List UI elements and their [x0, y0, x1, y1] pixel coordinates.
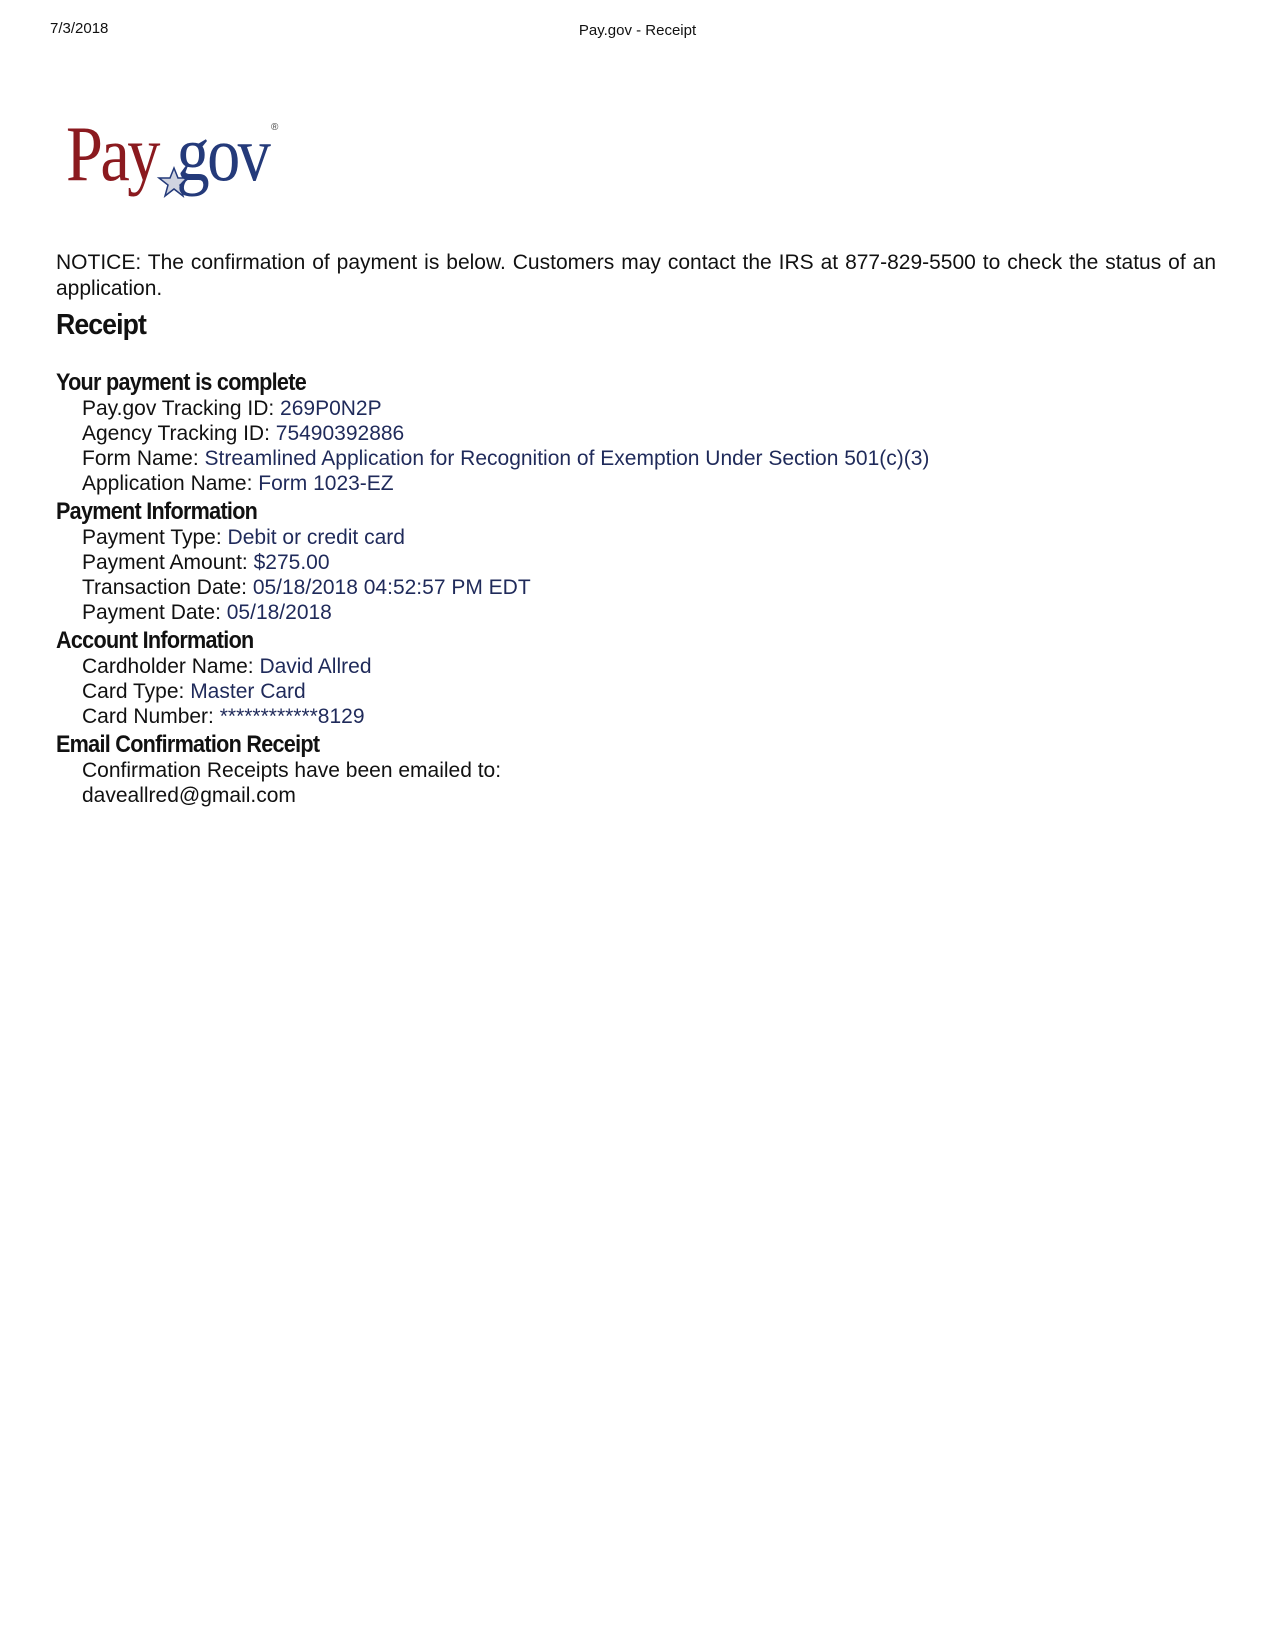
print-date: 7/3/2018: [50, 20, 109, 37]
section-title-email-confirmation: Email Confirmation Receipt: [56, 731, 320, 758]
payment-amount-value: $275.00: [253, 551, 330, 574]
cardholder-name-row: Cardholder Name: David Allred: [82, 655, 372, 678]
payment-type-value: Debit or credit card: [227, 526, 405, 549]
email-address: daveallred@gmail.com: [82, 784, 296, 807]
payment-information-details: [56, 525, 1216, 625]
email-confirmation-text: Confirmation Receipts have been emailed to:: [82, 759, 502, 782]
tracking-id-value: 269P0N2P: [280, 397, 382, 420]
payment-amount-row: Payment Amount: $275.00: [82, 551, 330, 574]
notice-text: NOTICE: The confirmation of payment is below. Customers may contact the IRS at 877-829-5500 to check the status of an application.: [56, 251, 1216, 300]
card-type-value: Master Card: [190, 680, 306, 703]
paygov-logo: [66, 108, 296, 213]
section-title-payment-complete: Your payment is complete: [56, 369, 306, 396]
print-header: [0, 20, 1275, 44]
receipt-content: [56, 250, 1216, 810]
account-information-details: [56, 654, 1216, 729]
payment-date-row: Payment Date: 05/18/2018: [82, 601, 332, 624]
logo-pay-text: Pay: [66, 111, 158, 198]
section-title-account-information: Account Information: [56, 627, 254, 654]
card-number-value: ************8129: [219, 705, 365, 728]
transaction-date-row: Transaction Date: 05/18/2018 04:52:57 PM EDT: [82, 576, 531, 599]
payment-complete-details: [56, 396, 1216, 496]
application-name-row: Application Name: Form 1023-EZ: [82, 472, 394, 495]
payment-type-row: Payment Type: Debit or credit card: [82, 526, 405, 549]
card-type-row: Card Type: Master Card: [82, 680, 306, 703]
form-name-row: Form Name: Streamlined Application for Recognition of Exemption Under Section 501(c)(3): [82, 447, 930, 470]
logo-gov-text: gov: [176, 111, 269, 198]
payment-date-value: 05/18/2018: [226, 601, 332, 624]
cardholder-name-value: David Allred: [259, 655, 372, 678]
application-name-value: Form 1023-EZ: [258, 472, 394, 495]
agency-id-row: Agency Tracking ID: 75490392886: [82, 422, 405, 445]
card-number-row: Card Number: ************8129: [82, 705, 365, 728]
print-page-title: Pay.gov - Receipt: [578, 22, 697, 39]
transaction-date-value: 05/18/2018 04:52:57 PM EDT: [252, 576, 531, 599]
agency-id-value: 75490392886: [275, 422, 405, 445]
section-title-payment-information: Payment Information: [56, 498, 258, 525]
email-confirmation-details: [56, 758, 1216, 808]
receipt-title: Receipt: [56, 309, 146, 341]
form-name-value: Streamlined Application for Recognition of Exemption Under Section 501(c)(3): [204, 447, 930, 470]
registered-mark: ®: [271, 122, 279, 133]
tracking-id-row: Pay.gov Tracking ID: 269P0N2P: [82, 397, 382, 420]
